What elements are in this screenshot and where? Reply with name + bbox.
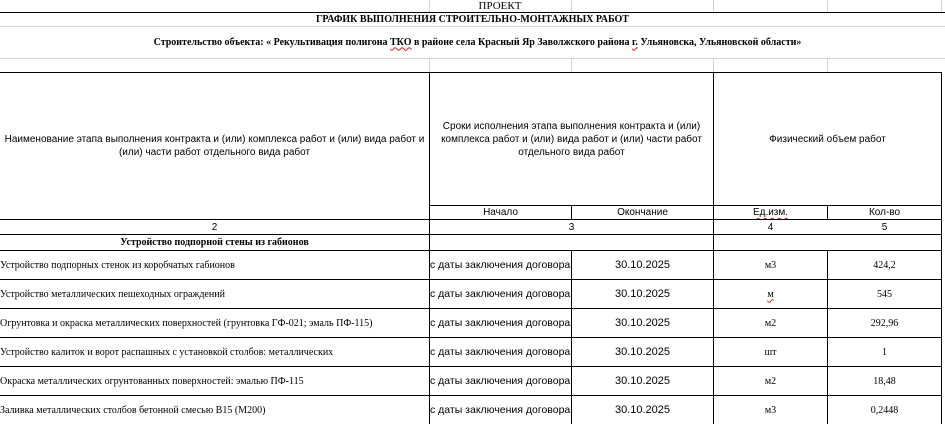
object-middle: в районе села Красный Яр Заволжского района [411, 36, 632, 48]
row-name [0, 251, 429, 279]
row-start: с даты заключения договора [430, 317, 571, 329]
grid-line [0, 58, 945, 59]
grid-line [827, 0, 828, 12]
row-start: с даты заключения договора [430, 288, 571, 300]
row-unit: шт [764, 346, 777, 358]
row-qty: 1 [882, 346, 887, 358]
section-title [0, 235, 429, 250]
row-end: 30.10.2025 [614, 317, 671, 329]
row-name-text: Устройство калиток и ворот распашных с установкой столбов: металлических [0, 346, 334, 358]
row-name-text: Устройство металлических пешеходных ограждений [0, 288, 225, 300]
grid-line [713, 58, 714, 72]
column-number: 5 [881, 221, 888, 233]
row-qty: 0,2448 [870, 404, 899, 416]
header-end: Окончание [617, 207, 668, 218]
row-name-text: Устройство подпорных стенок из коробчатых габионов [0, 259, 235, 271]
row-name [0, 396, 429, 424]
header-unit-text: Ед.изм. [752, 207, 789, 218]
status-label: ПРОЕКТ [478, 0, 522, 12]
row-name [0, 309, 429, 337]
row-name [0, 338, 429, 366]
column-number: 4 [767, 221, 774, 233]
row-end: 30.10.2025 [614, 375, 671, 387]
row-end: 30.10.2025 [614, 346, 671, 358]
page-title: ГРАФИК ВЫПОЛНЕНИЯ СТРОИТЕЛЬНО-МОНТАЖНЫХ РАБОТ [316, 13, 629, 25]
object-tko: ТКО [390, 36, 412, 48]
row-end: 30.10.2025 [614, 259, 671, 271]
row-qty: 18,48 [873, 375, 896, 387]
row-qty: 545 [877, 288, 892, 300]
row-unit [714, 280, 827, 308]
row-name [0, 280, 429, 308]
row-qty: 424,2 [873, 259, 896, 271]
header-stage-name: Наименование этапа выполнения контракта и (или) комплекса работ и (или) вида работ и (или) части работ отдельного вида работ [4, 134, 425, 158]
object-suffix: Ульяновска, Ульяновской области» [637, 36, 802, 48]
header-start: Начало [483, 207, 518, 218]
header-volume: Физический объем работ [769, 133, 886, 145]
row-unit: м2 [764, 317, 777, 329]
row-start: с даты заключения договора [430, 259, 571, 271]
row-start: с даты заключения договора [430, 375, 571, 387]
row-start: с даты заключения договора [430, 346, 571, 358]
row-unit-text: м [767, 288, 774, 300]
row-unit: м3 [764, 259, 777, 271]
row-end: 30.10.2025 [614, 404, 671, 416]
grid-line [941, 0, 942, 12]
section-title-text: Устройство подпорной стены из габионов [120, 237, 309, 248]
row-end: 30.10.2025 [614, 288, 671, 300]
header-unit [714, 206, 827, 219]
row-name-text: Окраска металлических огрунтованных поверхностей: эмалью ПФ-115 [0, 375, 304, 387]
row-start: с даты заключения договора [430, 404, 571, 416]
grid-line [713, 0, 714, 12]
grid-line [827, 58, 828, 72]
row-unit: м3 [764, 404, 777, 416]
object-prefix: Строительство объекта: « Рекультивация полигона [153, 36, 391, 48]
grid-line [429, 58, 430, 72]
grid-line [571, 0, 572, 12]
row-name [0, 367, 429, 395]
row-qty: 292,96 [870, 317, 899, 329]
row-name-text: Огрунтовка и окраска металлических поверхностей (грунтовка ГФ-021; эмаль ПФ-115) [0, 317, 373, 329]
row-name-text: Заливка металлических столбов бетонной смесью В15 (М200) [0, 404, 266, 416]
row-unit: м2 [764, 375, 777, 387]
object-line [0, 26, 945, 58]
header-deadlines: Сроки исполнения этапа выполнения контракта и (или) комплекса работ и (или) вида работ и (или) части работ отдельного вида работ [441, 120, 702, 158]
border-line [941, 72, 942, 424]
header-qty: Кол-во [868, 207, 901, 218]
object-g: г. [631, 36, 638, 48]
column-number: 2 [211, 221, 218, 233]
column-number: 3 [568, 221, 575, 233]
grid-line [571, 58, 572, 72]
